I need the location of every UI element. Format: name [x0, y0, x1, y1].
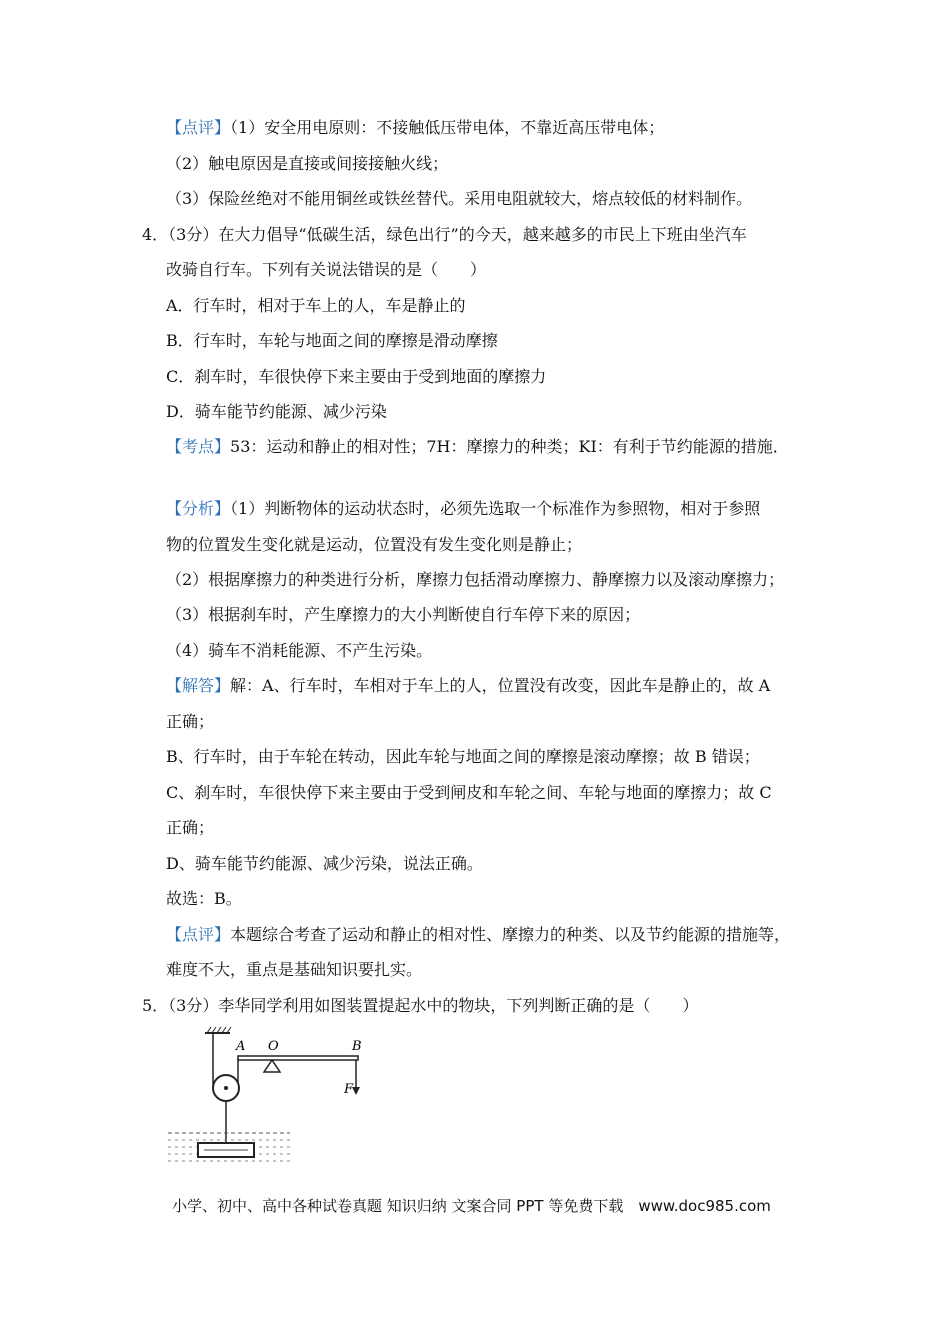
- q4-stem-line-2: 改骑自行车。下列有关说法错误的是（ ）: [166, 260, 487, 279]
- q4-jieda-line-3: B、行车时，由于车轮在转动，因此车轮与地面之间的摩擦是滚动摩擦；故 B 错误；: [166, 747, 760, 766]
- jieda-tag: 【解答】: [166, 676, 231, 695]
- comment-line-1: [166, 117, 664, 139]
- dianping-tag: 【点评】: [166, 925, 231, 944]
- q4-jieda-line-5: 正确；: [166, 818, 215, 837]
- label-f: F: [344, 1082, 354, 1097]
- q4-jieda-line-2: 正确；: [166, 712, 215, 731]
- label-a: A: [236, 1039, 246, 1054]
- comment-tag: 【点评】: [166, 118, 231, 137]
- jieda-text-1: 解：A、行车时，车相对于车上的人，位置没有改变，因此车是静止的，故 A: [230, 676, 771, 695]
- force-arrow: [352, 1087, 360, 1095]
- q4-fenxi-line-2: 物的位置发生变化就是运动，位置没有发生变化则是静止；: [166, 535, 583, 554]
- fenxi-tag: 【分析】: [166, 499, 231, 518]
- q4-option-c: C．刹车时，车很快停下来主要由于受到地面的摩擦力: [166, 367, 547, 386]
- lever-bar: [238, 1056, 358, 1060]
- q4-option-d: D．骑车能节约能源、减少污染: [166, 402, 387, 421]
- q5-stem: 5．（3分）李华同学利用如图装置提起水中的物块，下列判断正确的是（ ）: [142, 996, 699, 1015]
- kaodian-text: 53：运动和静止的相对性；7H：摩擦力的种类；KI：有利于节约能源的措施．: [230, 437, 789, 456]
- q5-pulley-lever-figure: [160, 1025, 390, 1170]
- kaodian-tag: 【考点】: [166, 437, 231, 456]
- comment-line-2: （2）触电原因是直接或间接接触火线；: [166, 154, 449, 173]
- q4-option-a: A．行车时，相对于车上的人，车是静止的: [166, 296, 466, 315]
- q4-option-b: B．行车时，车轮与地面之间的摩擦是滑动摩擦: [166, 331, 498, 350]
- label-b: B: [352, 1039, 362, 1054]
- q4-fenxi-line-5: （4）骑车不消耗能源、不产生污染。: [166, 641, 433, 660]
- fenxi-text-1: （1）判断物体的运动状态时，必须先选取一个标准作为参照物，相对于参照: [230, 499, 761, 518]
- q4-kaodian: [166, 436, 789, 458]
- q4-jieda-line-4: C、刹车时，车很快停下来主要由于受到闸皮和车轮之间、车轮与地面的摩擦力；故 C: [166, 783, 772, 802]
- q4-fenxi-line-3: （2）根据摩擦力的种类进行分析，摩擦力包括滑动摩擦力、静摩擦力以及滚动摩擦力；: [166, 570, 785, 589]
- q4-dianping-line-1: [166, 924, 790, 946]
- q4-dianping-line-2: 难度不大，重点是基础知识要扎实。: [166, 960, 423, 979]
- q4-fenxi-line-4: （3）根据刹车时，产生摩擦力的大小判断使自行车停下来的原因；: [166, 605, 641, 624]
- fulcrum: [264, 1060, 280, 1072]
- q4-stem-line-1: 4．（3分）在大力倡导“低碳生活，绿色出行”的今天，越来越多的市民上下班由坐汽车: [142, 225, 747, 244]
- footer-text: 小学、初中、高中各种试卷真题 知识归纳 文案合同 PPT 等免费下载 www.doc985.com: [172, 1197, 771, 1215]
- comment-text-1: （1）安全用电原则：不接触低压带电体，不靠近高压带电体；: [230, 118, 665, 137]
- comment-line-3: （3）保险丝绝对不能用铜丝或铁丝替代。采用电阻就较大，熔点较低的材料制作。: [166, 189, 753, 208]
- dianping-text-1: 本题综合考查了运动和静止的相对性、摩擦力的种类、以及节约能源的措施等，: [230, 925, 791, 944]
- q4-fenxi-line-1: [166, 498, 760, 520]
- q4-jieda-line-7: 故选：B。: [166, 889, 242, 908]
- q4-jieda-line-6: D、骑车能节约能源、减少污染，说法正确。: [166, 854, 483, 873]
- label-o: O: [268, 1039, 279, 1054]
- q4-jieda-line-1: [166, 675, 770, 697]
